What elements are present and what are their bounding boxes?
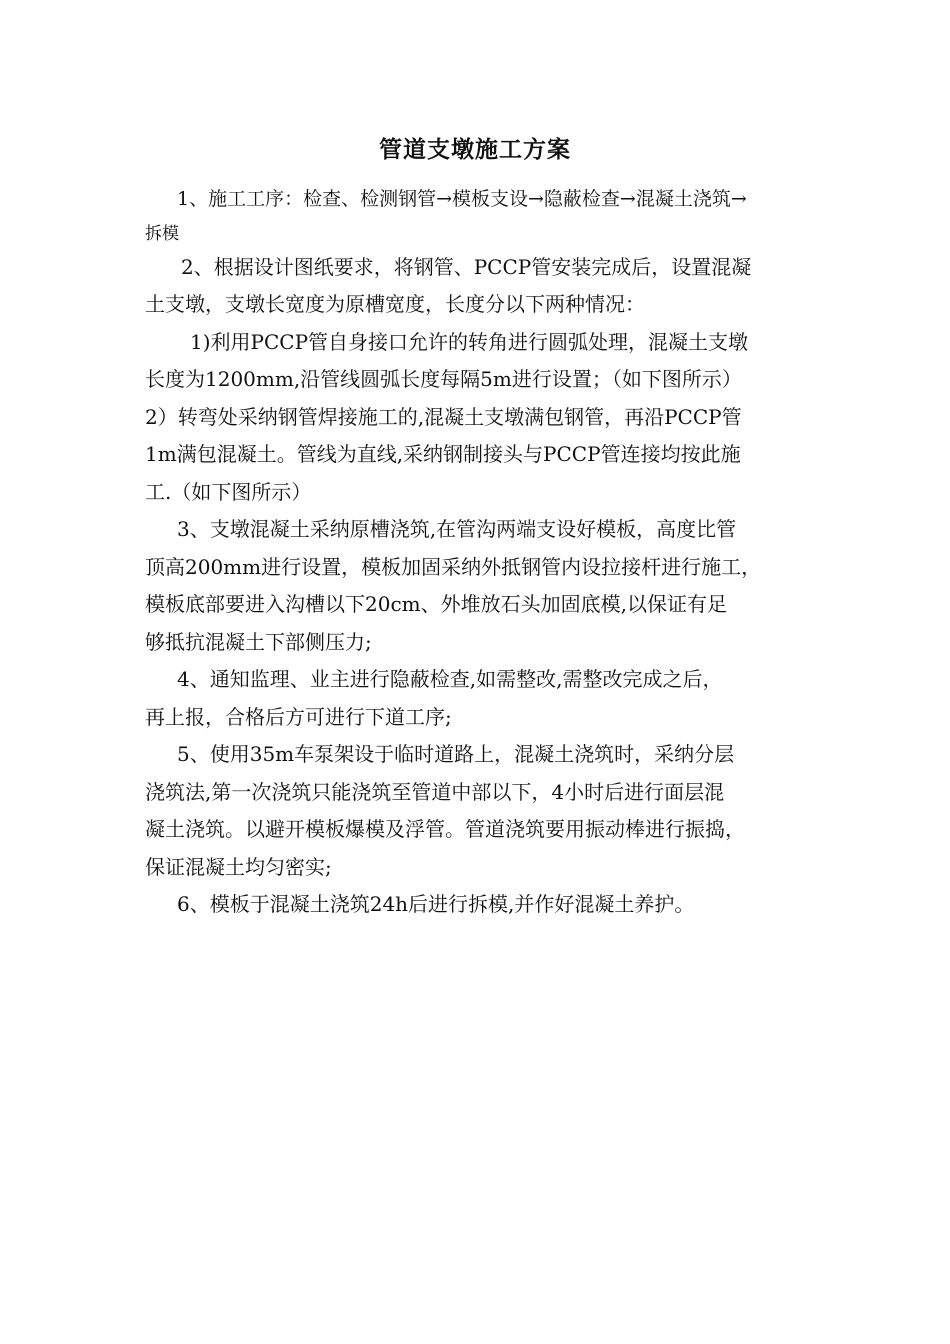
paragraph-line: 长度为1200mm,沿管线圆弧长度每隔5m进行设置；（如下图所示） bbox=[145, 367, 742, 391]
paragraph-line: 保证混凝土均匀密实; bbox=[145, 854, 332, 879]
paragraph-line: 再上报，合格后方可进行下道工序; bbox=[145, 704, 452, 729]
document-body bbox=[145, 181, 825, 924]
paragraph-line: 2）转弯处采纳钢管焊接施工的,混凝土支墩满包钢管，再沿PCCP管 bbox=[145, 404, 742, 429]
paragraph-formwork bbox=[145, 511, 825, 661]
paragraph-line: 土支墩，支墩长宽度为原槽宽度，长度分以下两种情况： bbox=[145, 292, 645, 316]
paragraph-line: 凝土浇筑。以避开模板爆模及浮管。管道浇筑要用振动棒进行振捣， bbox=[145, 817, 745, 841]
paragraph-process-steps bbox=[145, 181, 825, 249]
paragraph-line: 工.（如下图所示） bbox=[145, 479, 312, 504]
paragraph-line: 1m满包混凝土。管线为直线,采纳钢制接头与PCCP管连接均按此施 bbox=[145, 442, 741, 466]
paragraph-line: 顶高200mm进行设置，模板加固采纳外抵钢管内设拉接杆进行施工， bbox=[145, 554, 762, 579]
paragraph-design-requirements bbox=[145, 249, 825, 324]
paragraph-line: 够抵抗混凝土下部侧压力; bbox=[145, 629, 372, 654]
paragraph-case-1 bbox=[145, 324, 825, 399]
paragraph-case-2 bbox=[145, 399, 825, 512]
paragraph-pouring bbox=[145, 736, 825, 886]
paragraph-line: 1、施工工序：检查、检测钢管→模板支设→隐蔽检查→混凝土浇筑→ bbox=[177, 188, 747, 210]
paragraph-inspection bbox=[145, 661, 825, 736]
document-title: 管道支墩施工方案 bbox=[379, 136, 571, 163]
paragraph-line: 4、通知监理、业主进行隐蔽检查,如需整改,需整改完成之后， bbox=[177, 667, 723, 691]
paragraph-line: 1)利用PCCP管自身接口允许的转角进行圆弧处理，混凝土支墩 bbox=[190, 329, 749, 354]
paragraph-line: 5、使用35m车泵架设于临时道路上，混凝土浇筑时，采纳分层 bbox=[177, 742, 735, 766]
paragraph-line: 拆模 bbox=[145, 223, 179, 244]
paragraph-line: 浇筑法,第一次浇筑只能浇筑至管道中部以下，4小时后进行面层混 bbox=[145, 779, 725, 804]
paragraph-line: 3、支墩混凝土采纳原槽浇筑,在管沟两端支设好模板，高度比管 bbox=[177, 517, 737, 541]
paragraph-line: 2、根据设计图纸要求，将钢管、PCCP管安装完成后，设置混凝 bbox=[181, 254, 752, 279]
paragraph-line: 模板底部要进入沟槽以下20cm、外堆放石头加固底模,以保证有足 bbox=[145, 592, 727, 616]
paragraph-form-removal bbox=[145, 886, 825, 924]
paragraph-line: 6、模板于混凝土浇筑24h后进行拆模,并作好混凝土养护。 bbox=[177, 892, 695, 916]
